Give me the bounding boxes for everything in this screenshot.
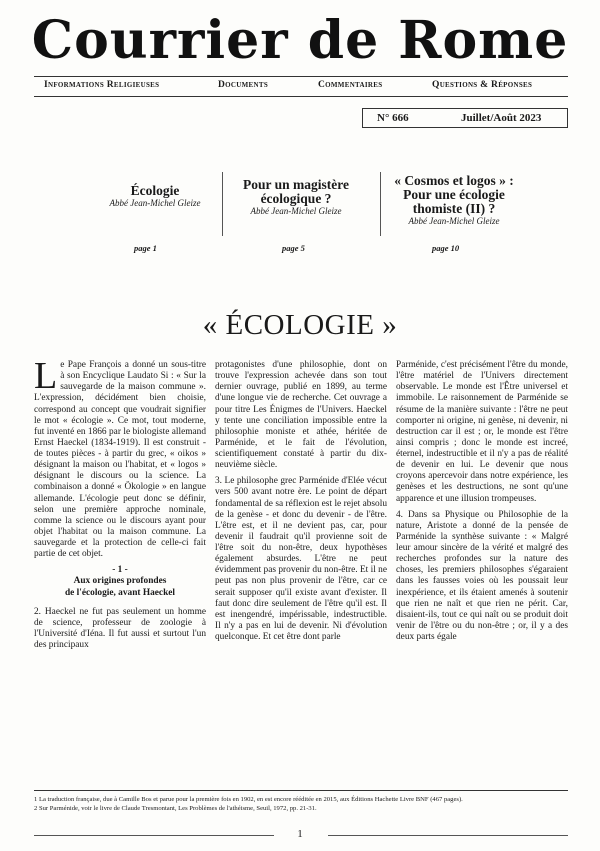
nav-item-questions: Questions & Réponses [432, 80, 533, 90]
masthead-rule-top [34, 76, 568, 77]
footnote-1: 1 La traduction française, due à Camille Bos et parue pour la première fois en 1902, en est encore rééditée en 2015, aux Éditions Hachette Livre BNF (467 pages). [34, 796, 463, 803]
toc-title: Écologie [130, 183, 180, 198]
toc-item-cosmos[interactable] [384, 174, 524, 227]
section-nav [0, 80, 600, 94]
page-number: 1 [297, 828, 303, 840]
footnote-2: 2 Sur Parménide, voir le livre de Claude Tresmontant, Les Problèmes de l'athéisme, Seuil, 1972, pp. 21-31. [34, 805, 317, 812]
issue-number: N° 666 [377, 112, 409, 124]
toc-author: Abbé Jean-Michel Gleize [109, 198, 201, 208]
article-paragraph: 3. Le philosophe grec Parménide d'Elée vécut vers 500 avant notre ère. Le point de départ fondamental de sa réflexion est le rejet absolu de la genèse - et donc du devenir - de l'être. L'être est, et il ne devient pas, car, pour devenir il faudrait qu'il provienne soit de l'être soit du non-être, deux hypothèses également absurdes. L'être ne peut évidemment pas provenir du non-être. Et il ne peut pas non plus provenir de l'être, car ce serait supposer qu'il existe avant d'exister. Il faut donc dire seulement de l'être qu'il est. Il est inengendré, impérissable, indestructible. Il n'y a pas en lui de devenir. Ni d'évolution quelconque. Et cet être dont parle [215, 476, 387, 642]
toc-item-magistere[interactable] [226, 178, 366, 217]
toc-title-line: écologique ? [260, 191, 332, 206]
article-paragraph: 2. Haeckel ne fut pas seulement un homme de science, professeur de zoologie à l'Université d'Iéna. Il fut aussi et surtout l'un des principaux [34, 606, 206, 650]
section-number: - 1 - [112, 565, 128, 576]
issue-date: Juillet/Août 2023 [461, 112, 542, 124]
nav-item-informations: Informations Religieuses [44, 80, 160, 90]
footnotes [34, 795, 568, 813]
toc-author: Abbé Jean-Michel Gleize [408, 216, 500, 226]
toc-page: page 5 [282, 243, 305, 253]
toc-title-line: thomiste (II) ? [412, 201, 496, 216]
article-paragraph: 4. Dans sa Physique ou Philosophie de la nature, Aristote a donné de la pensée de Parménide la synthèse suivante : « Malgré leur amour sincère de la vérité et malgré des recherches profondes sur la nature des choses, les premiers philosophes s'égaraient dans les fausses voies où les poussait leur inexpérience, et ils étaient amenés à soutenir que rien ne naît et que rien ne périt. Car, disaient-ils, tout ce qui naît ou se produit doit venir de l'être ou du non-être ; or, il y a des deux parts égale [396, 509, 568, 642]
section-title-line: Aux origines profondes [73, 576, 167, 587]
article-paragraph: Le Pape François a donné un sous-titre à son Encyclique Laudato Si : « Sur la sauvegarde de la maison commune ». L'expression, décidément bien choisie, correspond au concept que voudrait signifier le mot « écologie ». Ce mot, tout moderne, fut inventé en 1866 par le biologiste allemand Ernst Haeckel (1834-1919). Il est construit - de toutes pièces - à partir du grec, « oikos » désignant la maison ou l'habitat, et « logos » désignant le discours ou la science. La combinaison a donné « Ökologie » en langue allemande. L'écologie peut donc se définir, selon une première approche nominale, comme la science ou le discours ayant pour objet l'habitat ou la maison commune. La sauvegarde et la protection de celle-ci fait partie de cet objet. [34, 360, 206, 560]
article-paragraph: Parménide, c'est précisément l'être du monde, l'être matériel de l'Univers directement observable. Le monde est l'Être universel et immobile. Le raisonnement de Parménide se résume de la manière suivante : l'être ne peut comporter ni origine, ni genèse, ni devenir, ni destruction car il est ; or, le monde est l'être ainsi compris ; donc le monde est increé, éternel, indestructible et il n'y a pas de réalité de devenir en lui. Le devenir que nous croyons apercevoir dans notre expérience, les genèses et les destructions, ne sont qu'une apparence et une illusion trompeuses. [396, 360, 568, 504]
section-heading [34, 565, 206, 598]
toc-divider [222, 172, 223, 236]
toc-title-line: « Cosmos et logos » : [394, 173, 514, 188]
article-column-3 [396, 360, 568, 786]
footnote-rule [34, 790, 568, 791]
article-column-2 [215, 360, 387, 786]
toc-item-ecologie[interactable] [80, 184, 230, 209]
toc-page: page 1 [134, 243, 157, 253]
nav-item-documents: Documents [218, 80, 269, 90]
drop-cap: L [34, 360, 58, 397]
issue-box [362, 108, 568, 128]
toc-title-line: Pour un magistère [243, 177, 349, 192]
page-number-rule-right [328, 835, 568, 836]
toc-divider [380, 172, 381, 236]
masthead-title: Courrier de Rome [31, 10, 569, 71]
masthead-rule-bottom [34, 96, 568, 97]
article-column-1 [34, 360, 206, 786]
article-title: « ÉCOLOGIE » [202, 309, 398, 341]
section-title-line: de l'écologie, avant Haeckel [64, 587, 176, 598]
nav-item-commentaires: Commentaires [318, 80, 383, 90]
toc-title-line: Pour une écologie [403, 187, 505, 202]
toc-page: page 10 [432, 243, 460, 253]
toc-author: Abbé Jean-Michel Gleize [250, 206, 342, 216]
article-paragraph: protagonistes d'une philosophie, dont on trouve l'expression achevée dans son tout dernier ouvrage, publié en 1899, au terme d'une longue vie de recherche. Cet ouvrage a pour titre Les Énigmes de l'Univers. Haeckel y tente une conciliation impossible entre la philosophie moniste et athée, héritée de Parménide, et le fait de l'évolution, scientifiquement constaté à partir du dix-neuvième siècle. [215, 360, 387, 471]
